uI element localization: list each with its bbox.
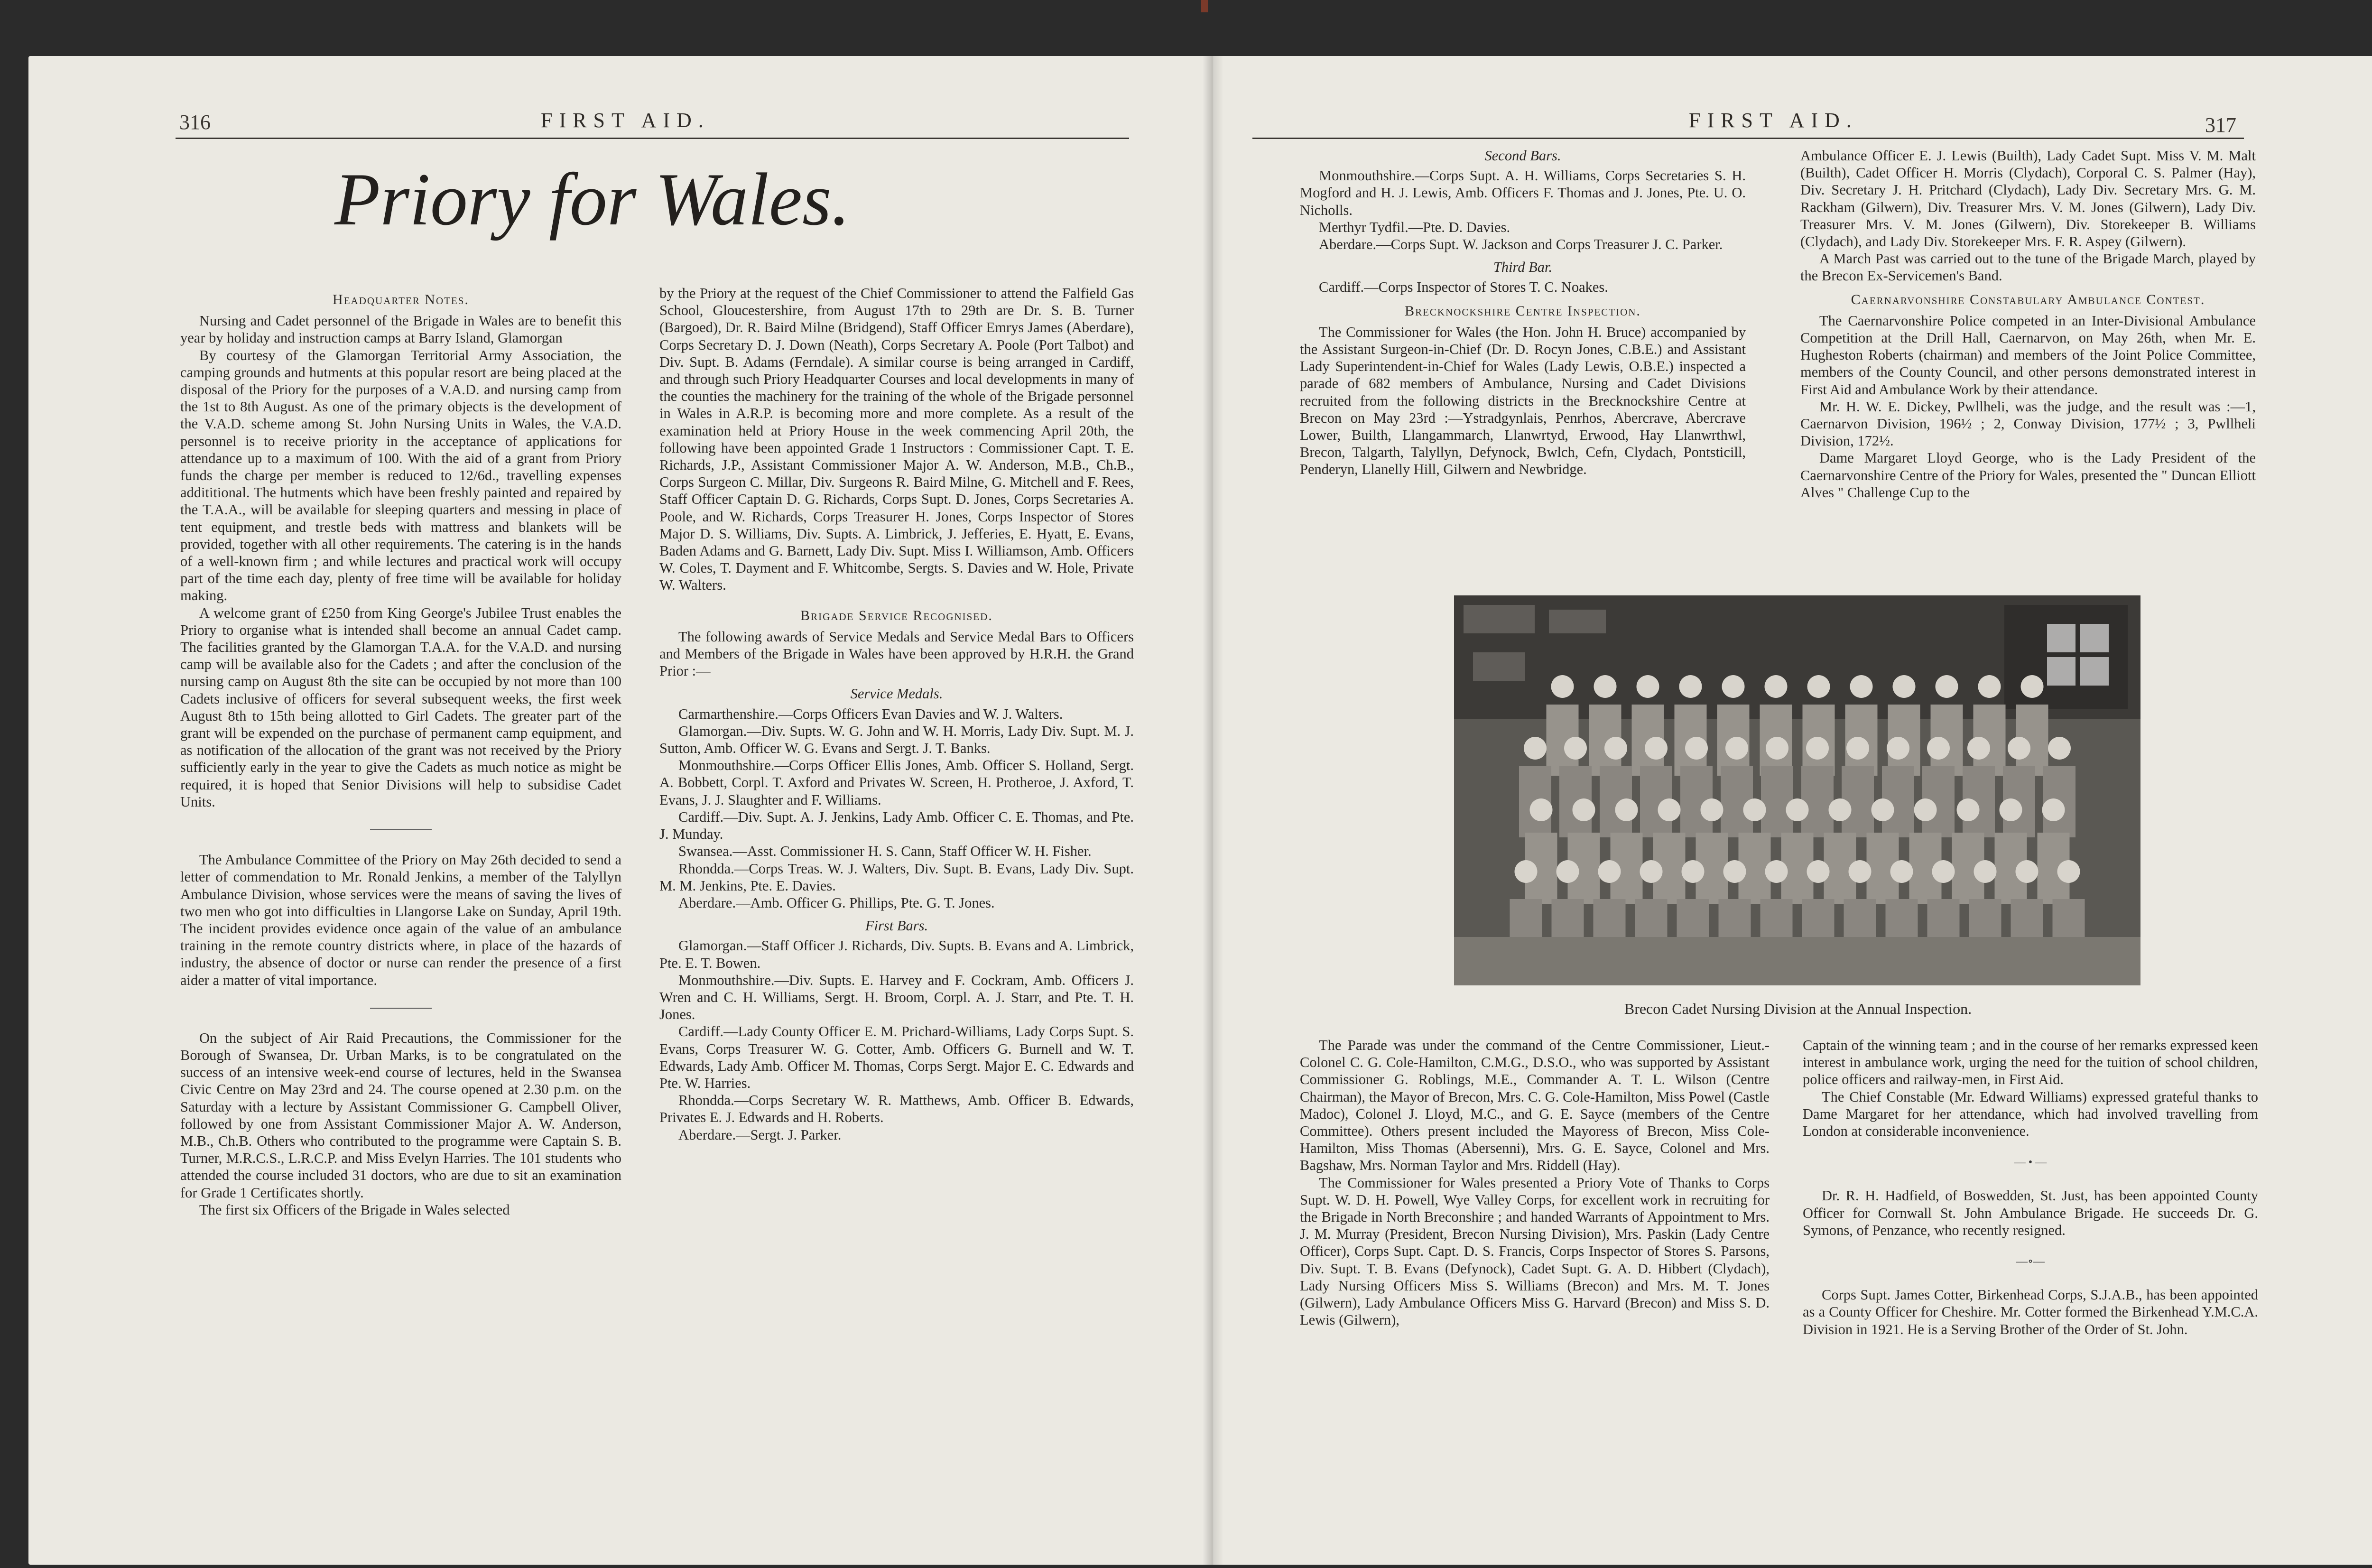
cadet-head [2048, 737, 2071, 760]
cadet-head [1765, 860, 1788, 883]
cadet-head [2057, 860, 2080, 883]
bar-entry: Monmouthshire.—Corps Supt. A. H. Williams, Corps Secretaries S. H. Mogford and H. J. Lewis, Amb. Officers F. Thomas and J. Jones, Pte. U. O. Nicholls. [1300, 167, 1746, 218]
binding-clip [1201, 0, 1208, 12]
cadet-head [1765, 675, 1788, 698]
header-rule-right [1252, 138, 2244, 139]
bar-entry: Glamorgan.—Staff Officer J. Richards, Div. Supts. B. Evans and A. Limbrick, Pte. E. T. Bowen. [659, 937, 1134, 971]
paragraph: A welcome grant of £250 from King George's Jubilee Trust enables the Priory to organise what is intended shall become an annual Cadet camp. The facilities granted by the Glamorgan T.A.A. for the V.A.D. and nursing camp will be available also for the Cadets ; and after the conclusion of the nursing camp on August 8th the site can be occupied by not more than 100 Cadets inclusive of officers for several subsequent weeks, the first week August 8th to 15th being allotted to Girl Cadets. The greater part of the grant will be expended on the purchase of permanent camp equipment, and as notification of the allocation of the grant was not received by the Priory sufficiently early in the year to give the Cadets as much notice as might be required, it is hoped that Senior Divisions will help to subsidise Cadet Units. [180, 604, 621, 810]
running-head-right: FIRST AID. [1689, 109, 1858, 132]
separator-rule [370, 1008, 432, 1009]
bar-entry: Aberdare.—Sergt. J. Parker. [678, 1126, 842, 1143]
paragraph: Ambulance Officer E. J. Lewis (Builth), Lady Cadet Supt. Miss V. M. Malt (Builth), Cadet Officer H. Morris (Clydach), Corporal C. S. Palmer (Hay), Div. Secretary J. H. Pritchard (Clydach), Lady Div. Secretary Mrs. G. M. Rackham (Gilwern), Div. Treasurer Mrs. V. M. Jones (Gilwern), Lady Div. Treasurer Mrs. V. M. Jones (Gilwern), Div. Storekeeper B. Williams (Clydach), and Lady Div. Storekeeper Mrs. F. R. Aspey (Gilwern). [1800, 148, 2256, 250]
medal-entry: Monmouthshire.—Corps Officer Ellis Jones, Amb. Officer S. Holland, Sergt. A. Bobbett, Corpl. T. Axford and Privates W. Screen, H. Protheroe, J. Axford, T. Evans, J. J. Slaughter and F. Williams. [659, 757, 1134, 808]
paragraph: The Ambulance Committee of the Priory on May 26th decided to send a letter of commendation to Mr. Ronald Jenkins, a member of the Talyllyn Ambulance Division, whose services were the means of saving the lives of two men who got into difficulties in Llangorse Lake on Sunday, April 19th. The incident provides evidence once again of the value of an ambulance training in the remote country districts where, in place of the hazards of industry, the absence of doctor or nurse can render the presence of a first aider a matter of vital importance. [180, 852, 621, 988]
cadet-head [1564, 737, 1587, 760]
ornament-divider: —∘— [2016, 1255, 2045, 1268]
cadet-head [1887, 737, 1909, 760]
cadet-head [2016, 860, 2038, 883]
group-photograph [1454, 595, 2140, 985]
right-column-4 [1803, 1037, 2258, 1338]
bar-entry: Monmouthshire.—Div. Supts. E. Harvey and F. Cockram, Amb. Officers J. Wren and C. H. Williams, Sergt. H. Broom, Corpl. A. J. Starr, and Pte. T. H. Jones. [659, 972, 1134, 1023]
paragraph: The Caernarvonshire Police competed in an Inter-Divisional Ambulance Competition at the Drill Hall, Caernarvon, on May 26th, when Mr. E. Hugheston Roberts (chairman) and members of the Joint Police Committee, members of the County Council, and other persons demonstrated interest in First Aid and Ambulance Work by their attendance. [1800, 312, 2256, 398]
medal-entry: Rhondda.—Corps Treas. W. J. Walters, Div. Supt. B. Evans, Lady Div. Supt. M. M. Jenkins, Pte. E. Davies. [659, 860, 1134, 894]
photo-illustration [1454, 595, 2140, 985]
cadet-head [1846, 737, 1869, 760]
cadet-head [1743, 798, 1766, 821]
medal-entry: Glamorgan.—Div. Supts. W. G. John and W. H. Morris, Lady Div. Supt. M. J. Sutton, Amb. Officer W. G. Evans and Sergt. J. T. Banks. [659, 723, 1134, 757]
cadet-head [1927, 737, 1950, 760]
cadet-head [1594, 675, 1617, 698]
cadet-head [1890, 860, 1913, 883]
bar-entry: Cardiff.—Corps Inspector of Stores T. C. Noakes. [1319, 279, 1608, 296]
bar-entry: Rhondda.—Corps Secretary W. R. Matthews, Amb. Officer B. Edwards, Privates E. J. Edwards and H. Roberts. [659, 1092, 1134, 1126]
cadet-head [1645, 737, 1668, 760]
cadet-head [1530, 798, 1553, 821]
paragraph: Dame Margaret Lloyd George, who is the Lady President of the Caernarvonshire Centre of the Priory for Wales, presented the " Duncan Elliott Alves " Challenge Cup to the [1800, 450, 2256, 501]
page-number-left: 316 [179, 111, 211, 134]
left-column-2 [659, 285, 1134, 1143]
section-heading: Headquarter Notes. [333, 292, 469, 307]
cadet-head [1701, 798, 1723, 821]
section-heading: Brecknockshire Centre Inspection. [1405, 303, 1641, 319]
cadet-head [1573, 798, 1595, 821]
paragraph: The Commissioner for Wales presented a Priory Vote of Thanks to Corps Supt. W. D. H. Powell, Wye Valley Corps, for excellent work in recruiting for the Brigade in North Breconshire ; and handed Warrants of Appointment to Mrs. J. M. Murray (President, Brecon Nursing Division), Mrs. Paskin (Lady Centre Officer), Corps Supt. Capt. D. S. Francis, Corps Inspector of Stores S. Parsons, Div. Supt. T. B. Evans (Defynock), Cadet Supt. G. A. D. Hibbert (Clydach), Lady Nursing Officers Miss S. Williams (Brecon) and Mrs. M. T. Jones (Gilwern), Lady Ambulance Officers Miss G. Harvard (Brecon) and Miss S. D. Lewis (Gilwern), [1300, 1174, 1770, 1328]
paragraph: On the subject of Air Raid Precautions, the Commissioner for the Borough of Swansea, Dr. Urban Marks, is to be congratulated on the success of an intensive week-end course of lectures, held in the Swansea Civic Centre on May 23rd and 24. The course opened at 2.30 p.m. on the Saturday with a lecture by Assistant Commissioner G. Campbell Oliver, followed by one from Assistant Commissioner Major A. W. Anderson, M.B., Ch.B. Others who contributed to the programme were Captain S. B. Turner, M.R.C.S., L.R.C.P. and Miss Evelyn Harries. The 101 students who attended the course included 31 doctors, who are due to sit an examination for Grade 1 Certificates shortly. [180, 1030, 621, 1201]
cadet-head [1786, 798, 1809, 821]
cadet-head [1893, 675, 1916, 698]
cadet-head [1829, 798, 1852, 821]
paragraph: Captain of the winning team ; and in the course of her remarks expressed keen interest in ambulance work, urging the need for the tuition of school children, police officers and railway-men, in First Aid. [1803, 1037, 2258, 1088]
cadet-head [1682, 860, 1705, 883]
cadet-head [1850, 675, 1873, 698]
cadet-head [1872, 798, 1894, 821]
cadet-head [1604, 737, 1627, 760]
cadet-head [1725, 737, 1748, 760]
paragraph: The Commissioner for Wales (the Hon. John H. Bruce) accompanied by the Assistant Surgeon-in-Chief (Dr. D. Rocyn Jones, C.B.E.) and Assistant Lady Superintendent-in-Chief for Wales (Lady Lewis, O.B.E.) inspected a parade of 682 members of Ambulance, Nursing and Cadet Divisions recruited from the following districts in the Brecknockshire Centre at Brecon on May 23rd :—Ystradgynlais, Penrhos, Abercrave, Abercrave Lower, Builth, Llangammarch, Llanwrtyd, Erwood, Hay Llanwrthwl, Brecon, Talgarth, Talyllyn, Defynock, Bwlch, Cefn, Clydach, Pontsticill, Penderyn, Llanelly Hill, Gilwern and Newbridge. [1300, 324, 1746, 478]
cadet-figure [1761, 766, 1793, 837]
right-column-3 [1300, 1037, 1770, 1328]
medal-entry: Cardiff.—Div. Supt. A. J. Jenkins, Lady Amb. Officer C. E. Thomas, and Pte. J. Munday. [659, 808, 1134, 843]
cadet-head [1615, 798, 1638, 821]
cadet-head [1807, 860, 1830, 883]
cadet-head [1807, 675, 1830, 698]
cadet-head [1551, 675, 1574, 698]
article-title: Priory for Wales. [334, 158, 851, 241]
cadet-head [1637, 675, 1659, 698]
cadet-head [1936, 675, 1958, 698]
bar-entry: Cardiff.—Lady County Officer E. M. Prichard-Williams, Lady Corps Supt. S. Evans, Corps Treasurer W. G. Cotter, Amb. Officers G. Burnell and W. T. Edwards, Lady Amb. Officer M. Thomas, Corps Sergt. Major E. C. Edwards and Pte. W. Harries. [659, 1023, 1134, 1091]
section-heading: Brigade Service Recognised. [800, 607, 993, 623]
cadet-head [1932, 860, 1955, 883]
separator-rule [370, 829, 432, 830]
medal-entry: Aberdare.—Amb. Officer G. Phillips, Pte. G. T. Jones. [678, 894, 995, 911]
paragraph: The following awards of Service Medals and Service Medal Bars to Officers and Members of the Brigade in Wales have been approved by H.R.H. the Grand Prior :— [659, 628, 1134, 679]
paragraph: A March Past was carried out to the tune of the Brigade March, played by the Brecon Ex-Servicemen's Band. [1800, 251, 2256, 284]
cadet-head [2042, 798, 2065, 821]
paragraph: By courtesy of the Glamorgan Territorial Army Association, the camping grounds and hutments at this popular resort are being placed at the disposal of the Priory for the purposes of a V.A.D. and nursing camp from the 1st to 8th August. As one of the primary objects is the development of the V.A.D. scheme among St. John Nursing Units in Wales, the V.A.D. personnel is to receive priority in the acceptance of applications for attendance up to a maximum of 100. With the aid of a grant from Priory funds the charge per member is reduced to 12/6d., travelling expenses addititional. The hutments which have been freshly painted and repaired by the T.A.A., will be available for sleeping quarters and messing in place of tent equipment, and trestle beds with mattress and blankets will be provided, together with all other requirements. The catering is in the hands of a well-known firm ; and while lectures and practical work will occupy part of the time each day, plenty of free time will be available for holiday making. [180, 347, 621, 604]
subheading: Service Medals. [850, 686, 943, 702]
cadet-figure [1801, 766, 1834, 837]
right-column-2 [1800, 147, 2256, 501]
subheading: Third Bar. [1493, 259, 1553, 276]
cadet-head [1524, 737, 1547, 760]
cadet-head [1598, 860, 1621, 883]
cadet-head [1849, 860, 1872, 883]
cadet-head [1658, 798, 1681, 821]
paragraph: The Parade was under the command of the Centre Commissioner, Lieut.-Colonel C. G. Cole-Hamilton, C.M.G., D.S.O., who was supported by Assistant Commissioner G. Roblings, M.E., Commander A. T. L. Wilson (Centre Chairman), the Mayor of Brecon, Mrs. C. G. Cole-Hamilton, Miss Powel (Castle Madoc), Colonel J. Lloyd, M.C., and G. E. Sayce (members of the Centre Committee). Others present included the Mayoress of Brecon, Miss Cole-Hamilton, Miss Thomas (Abersenni), Mrs. G. E. Sayce, Colonel and Mrs. Bagshaw, Mrs. Norman Taylor and Mrs. Riddell (Hay). [1300, 1037, 1770, 1174]
cadet-head [1722, 675, 1745, 698]
cadet-head [1967, 737, 1990, 760]
medal-entry: Swansea.—Asst. Commissioner H. S. Cann, Staff Officer W. H. Fisher. [678, 843, 1092, 860]
paragraph: The first six Officers of the Brigade in Wales selected [199, 1201, 510, 1218]
cadet-head [2000, 798, 2022, 821]
section-heading: Caernarvonshire Constabulary Ambulance Contest. [1851, 291, 2205, 307]
running-head-left: FIRST AID. [541, 109, 710, 132]
cadet-head [1515, 860, 1538, 883]
subheading: First Bars. [865, 918, 928, 934]
paragraph: Dr. R. H. Hadfield, of Boswedden, St. Just, has been appointed County Officer for Cornwall St. John Ambulance Brigade. He succeeds Dr. G. Symons, of Penzance, who recently resigned. [1803, 1188, 2258, 1238]
paragraph: Mr. H. W. E. Dickey, Pwllheli, was the judge, and the result was :—1, Caernarvon Division, 196½ ; 2, Conway Division, 177½ ; 3, Pwllheli Division, 172½. [1800, 398, 2256, 449]
left-column-1 [180, 285, 621, 1218]
medal-entry: Carmarthenshire.—Corps Officers Evan Davies and W. J. Walters. [678, 705, 1063, 722]
cadet-head [1914, 798, 1937, 821]
cadet-head [1685, 737, 1708, 760]
book-spine [1203, 56, 1223, 1565]
cadet-head [1974, 860, 1997, 883]
paragraph: by the Priory at the request of the Chief Commissioner to attend the Falfield Gas School, Gloucestershire, from August 17th to 29th are Dr. S. B. Turner (Bargoed), Dr. R. Baird Milne (Bridgend), Staff Officer Emrys James (Aberdare), Corps Secretary D. J. Down (Neath), Corps Secretary A. Poole (Port Talbot) and Div. Supt. B. Adams (Ferndale). A similar course is being arranged in Cardiff, and through such Priory Headquarter Courses and local developments in many of the counties the machinery for the training of the whole of the Brigade personnel in Wales in A.R.P. is becoming more and more complete. As a result of the examination held at Priory House in the week commencing April 20th, the following have been appointed Grade 1 Instructors : Commissioner Capt. T. E. Richards, J.P., Assistant Commissioner Major A. W. Anderson, M.B., Ch.B., Corps Surgeon C. Millar, Div. Surgeons R. Baird Milne, G. Mitchell and F. Rees, Staff Officer Captain D. G. Richards, Corps Supt. D. Jones, Corps Secretaries A. Poole, and W. Richards, Corps Treasurer H. Jones, Corps Inspector of Stores Major D. S. Williams, Div. Supts. A. Limbrick, J. Jefferies, E. Hyatt, E. Evans, Baden Adams and G. Barnett, Lady Div. Supt. Miss I. Williamson, Amb. Officers W. Coles, T. Dayment and F. Whitcombe, Sergts. S. Davies and W. Hole, Private W. Walters. [659, 285, 1134, 594]
ornament-divider: — • — [2014, 1156, 2047, 1169]
cadet-head [2008, 737, 2030, 760]
cadet-head [1557, 860, 1579, 883]
right-column-1 [1300, 147, 1746, 478]
cadet-head [2021, 675, 2044, 698]
bar-entry: Merthyr Tydfil.—Pte. D. Davies. [1319, 219, 1510, 235]
paragraph: Nursing and Cadet personnel of the Brigade in Wales are to benefit this year by holiday and instruction camps at Barry Island, Glamorgan [180, 313, 621, 346]
photo-caption: Brecon Cadet Nursing Division at the Annual Inspection. [1624, 1000, 1972, 1017]
cadet-head [1723, 860, 1746, 883]
cadet-head [1957, 798, 1980, 821]
cadet-head [1766, 737, 1788, 760]
cadet-head [1640, 860, 1663, 883]
bar-entry: Aberdare.—Corps Supt. W. Jackson and Corps Treasurer J. C. Parker. [1319, 236, 1723, 253]
header-rule-left [176, 138, 1129, 139]
subheading: Second Bars. [1484, 148, 1561, 164]
paragraph: Corps Supt. James Cotter, Birkenhead Corps, S.J.A.B., has been appointed as a County Officer for Cheshire. Mr. Cotter formed the Birkenhead Y.M.C.A. Division in 1921. He is a Serving Brother of the Order of St. John. [1803, 1287, 2258, 1337]
cadet-head [1978, 675, 2001, 698]
cadet-head [1806, 737, 1829, 760]
paragraph: The Chief Constable (Mr. Edward Williams) expressed grateful thanks to Dame Margaret for her attendance, which had involved travelling from London at considerable inconvenience. [1803, 1088, 2258, 1140]
page-number-right: 317 [2205, 113, 2236, 137]
cadet-head [1679, 675, 1702, 698]
